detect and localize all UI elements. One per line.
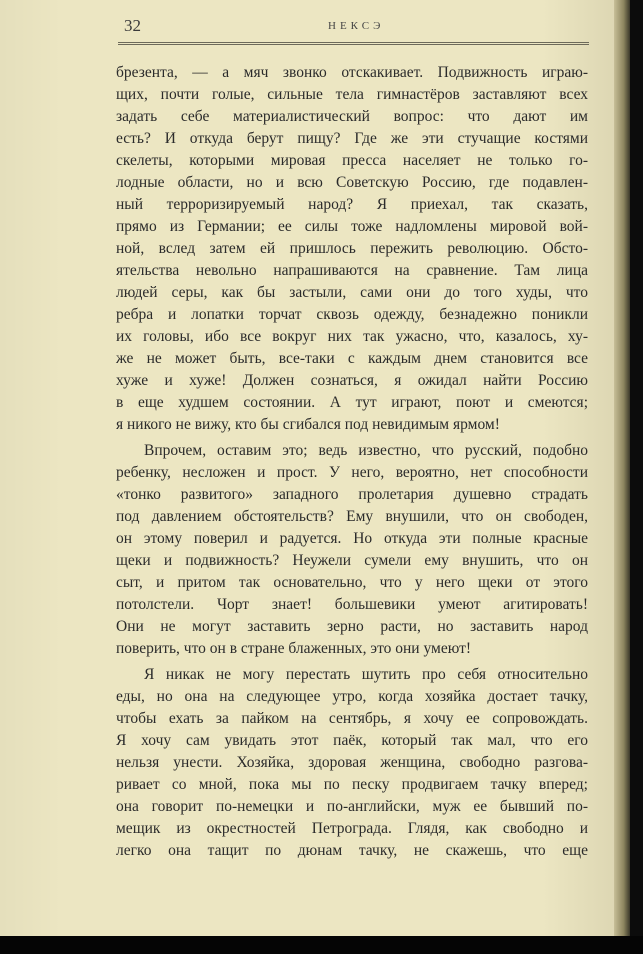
body-text — [116, 62, 588, 862]
text-line: он этому поверил и радуется. Но откуда эти полные красные — [116, 530, 588, 547]
text-line: ребенку, несложен и прост. У него, вероятно, нет способности — [116, 464, 588, 481]
text-line: щеки и подвижность? Неужели сумели ему внушить, что он — [116, 552, 588, 569]
text-line: ривает со мной, пока мы по песку продвигаем тачку вперед; — [116, 776, 588, 793]
scan-background — [0, 936, 643, 954]
text-line: людей серы, как бы застыли, сами они до того худы, что — [116, 284, 588, 301]
text-line: сыт, и притом так основательно, что у него щеки от этого — [116, 574, 588, 591]
text-line: я никого не вижу, кто бы сгибался под невидимым ярмом! — [116, 416, 500, 433]
text-line: их головы, ибо все вокруг них так ужасно, что, казалось, ху- — [116, 328, 588, 345]
text-line: она говорит по-немецки и по-английски, муж ее бывший по- — [116, 798, 588, 815]
text-line: мещик из окрестностей Петрограда. Глядя, как свободно и — [116, 820, 588, 837]
text-line: Они не могут заставить зерно расти, но заставить народ — [116, 618, 588, 635]
text-line: ной, вслед затем ей пришлось пережить революцию. Обсто- — [116, 240, 588, 257]
running-head: НЕКСЭ — [328, 20, 385, 32]
text-line: Я никак не могу перестать шутить про себя относительно — [144, 666, 588, 683]
paragraph-1 — [116, 62, 588, 436]
text-line: поверить, что он в стране блаженных, это они умеют! — [116, 640, 472, 657]
text-line: скелеты, которыми мировая пресса населяет не только го- — [116, 152, 588, 169]
text-line: под давлением обстоятельств? Ему внушили, что он свободен, — [116, 508, 588, 525]
text-line: ный терроризируемый народ? Я приехал, так сказать, — [116, 196, 588, 213]
text-line: ребра и лопатки торчат сквозь одежду, безнадежно поникли — [116, 306, 588, 323]
text-line: же не может быть, все-таки с каждым днем становится все — [116, 350, 588, 367]
text-line: лодные области, но и всю Советскую Россию, где подавлен- — [116, 174, 588, 191]
text-line: нельзя унести. Хозяйка, здоровая женщина, свободно разгова- — [116, 754, 588, 771]
text-line: есть? И откуда берут пищу? Где же эти стучащие костями — [116, 130, 588, 147]
text-line: потолстели. Чорт знает! большевики умеют агитировать! — [116, 596, 588, 613]
header-rule — [118, 42, 589, 45]
paragraph-3 — [116, 664, 588, 862]
text-line: еды, но она на следующее утро, когда хозяйка достает тачку, — [116, 688, 588, 705]
paragraph-2 — [116, 440, 588, 660]
text-line: чтобы ехать за пайком на сентябрь, я хочу ее сопровождать. — [116, 710, 588, 727]
page-number: 32 — [124, 16, 141, 35]
text-line: в еще худшем состоянии. А тут играют, поют и смеются; — [116, 394, 588, 411]
text-line: легко она тащит по дюнам тачку, не скажешь, что еще — [116, 842, 588, 859]
page-edge-shadow — [614, 0, 630, 936]
text-line: брезента, — а мяч звонко отскакивает. Подвижность играю- — [116, 64, 588, 81]
text-line: Я хочу сам увидать этот паёк, который так мал, что его — [116, 732, 588, 749]
text-line: ятельства невольно напрашиваются на сравнение. Там лица — [116, 262, 588, 279]
text-line: задать себе материалистический вопрос: что дают им — [116, 108, 588, 125]
text-line: хуже и хуже! Должен сознаться, я ожидал найти Россию — [116, 372, 588, 389]
page-header — [118, 14, 589, 40]
text-line: «тонко развитого» западного пролетария душевно страдать — [116, 486, 588, 503]
text-line: Впрочем, оставим это; ведь известно, что русский, подобно — [144, 442, 588, 459]
text-line: прямо из Германии; ее силы тоже надломлены мировой вой- — [116, 218, 588, 235]
text-line: щих, почти голые, сильные тела гимнастёров заставляют всех — [116, 86, 588, 103]
